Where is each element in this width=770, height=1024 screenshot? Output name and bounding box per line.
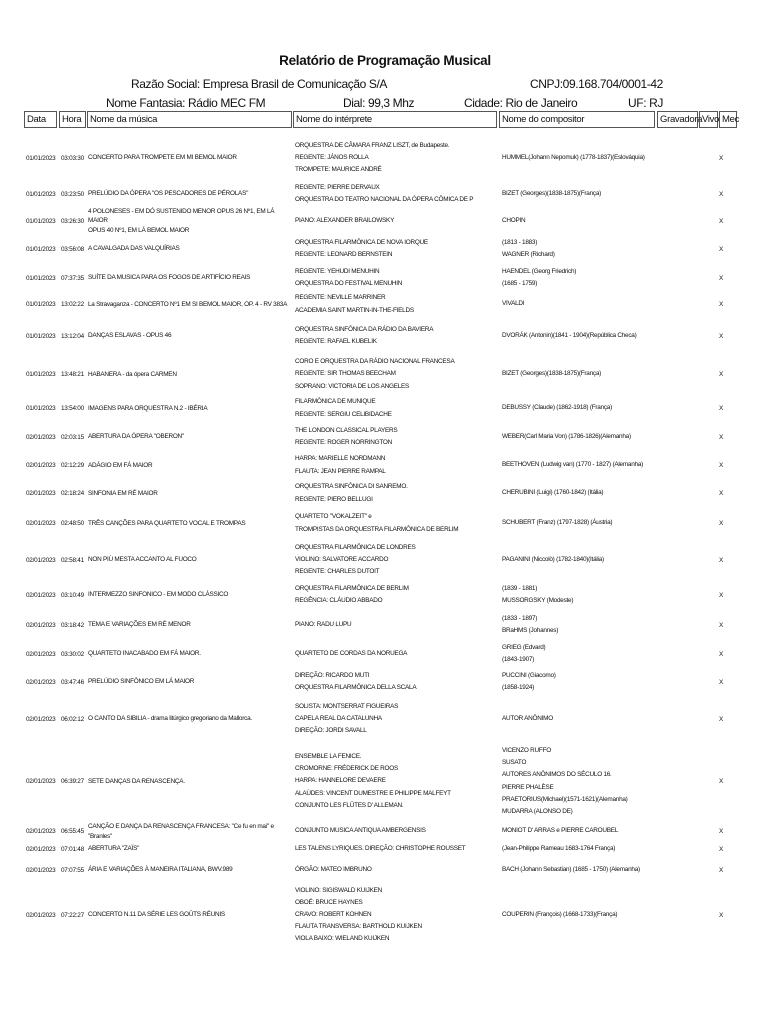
- cell-musica-line: PRELÚDIO SINFÔNICO EM LÁ MAIOR: [88, 678, 195, 686]
- cell-interprete: [295, 394, 500, 423]
- cidade: Cidade: Rio de Janeiro: [464, 96, 578, 110]
- table-row: [24, 507, 744, 540]
- cell-interprete: [295, 208, 500, 234]
- col-header-hora: Hora: [59, 111, 86, 128]
- cell-musica-line: ABERTURA DA ÓPERA "OBERON": [88, 433, 184, 441]
- cnpj: CNPJ:09.168.704/0001-42: [530, 77, 663, 91]
- cell-hora: 03:56:08: [61, 245, 84, 253]
- cell-hora: 02:03:15: [61, 433, 84, 441]
- cell-compositor-line: GRIEG (Edvard): [502, 643, 546, 651]
- dial: Dial: 99,3 Mhz: [343, 96, 415, 110]
- table-row: [24, 451, 744, 480]
- cell-compositor-line: MUDARRA (ALONSO DE): [502, 807, 573, 815]
- report-title: Relatório de Programação Musical: [279, 53, 491, 68]
- cell-interprete-line: FLAUTA TRANSVERSA: BARTHOLD KUIJKEN: [295, 923, 422, 931]
- cell-compositor-line: BRaHMS (Johannes): [502, 627, 559, 634]
- table-row: [24, 136, 744, 180]
- cell-compositor-line: HUMMEL(Johann Nepomuk) (1778-1837)(Eslováquia): [502, 153, 645, 161]
- cell-compositor-line: (1843-1907): [502, 656, 535, 663]
- cell-interprete-line: ALAÚDES: VINCENT DUMESTRE E PHILIPPE MALFEYT: [295, 789, 451, 797]
- cell-musica-line: A CAVALGADA DAS VALQUÍRIAS: [88, 245, 180, 253]
- cell-interprete: [295, 136, 500, 180]
- cell-interprete-line: ORQUESTRA DO TEATRO NACIONAL DA ÓPERA CÔMICA DE P: [295, 196, 474, 203]
- cell-date: 01/01/2023: [26, 301, 56, 308]
- cell-musica-line: HABANERA - da ópera CARMEN: [88, 370, 177, 378]
- cell-interprete-line: ACADEMIA SAINT MARTIN-IN-THE-FIELDS: [295, 306, 414, 314]
- cell-interprete-line: REGENTE: LEONARD BERNSTEIN: [295, 251, 393, 258]
- cell-interprete-line: THE LONDON CLASSICAL PLAYERS: [295, 426, 398, 434]
- column-headers: [24, 111, 740, 128]
- cell-date: 01/01/2023: [26, 274, 56, 282]
- cell-musica: [88, 317, 293, 355]
- cell-hora: 07:22:27: [61, 911, 84, 919]
- cell-interprete-line: FILARMÔNICA DE MUNIQUE: [295, 398, 376, 406]
- cell-musica: [88, 540, 293, 580]
- cell-interprete-line: REGENTE: JÁNOS ROLLA: [295, 153, 369, 161]
- cell-mec: X: [718, 591, 723, 599]
- cell-hora: 06:55:45: [61, 828, 84, 835]
- cell-interprete-line: REGENTE: SIR THOMAS BEECHAM: [295, 370, 396, 378]
- cell-compositor-line: SUSATO: [502, 759, 527, 767]
- cell-interprete-line: ORQUESTRA FILARMÔNICA DELLA SCALA: [295, 684, 417, 691]
- cell-interprete: [295, 317, 500, 355]
- cell-hora: 07:01:48: [61, 845, 84, 853]
- cell-date: 02/01/2023: [26, 828, 56, 835]
- cell-compositor-line: BIZET (Georges)(1838-1875)(França): [502, 189, 601, 197]
- table-row: [24, 640, 744, 668]
- cell-interprete-line: SOPRANO: VICTORIA DE LOS ANGELES: [295, 382, 410, 390]
- cell-interprete-line: HARPA: HANNELORE DEVAERE: [295, 777, 386, 785]
- col-header-vivo: Vivo: [699, 111, 718, 128]
- cell-musica-line: PRELÚDIO DA ÓPERA "OS PESCADORES DE PÉROLAS": [88, 190, 249, 198]
- cell-interprete-line: TROMPETE: MAURICE ANDRÉ: [295, 166, 382, 174]
- cell-mec: X: [718, 678, 723, 686]
- cell-hora: 06:02:12: [61, 715, 84, 723]
- cell-musica-line: ÁRIA E VARIAÇÕES À MANEIRA ITALIANA, BWV.989: [88, 866, 233, 874]
- cell-mec: X: [718, 217, 723, 225]
- table-row: [24, 394, 744, 423]
- cell-interprete-line: LES TALENS LYRIQUES. DIREÇÃO: CHRISTOPHE ROUSSET: [295, 844, 466, 852]
- cell-musica: [88, 423, 293, 451]
- cell-compositor-line: (Jean-Philippe Rameau 1683-1764 França): [502, 844, 616, 852]
- cell-mec: X: [718, 405, 723, 412]
- cell-mec: X: [718, 274, 723, 282]
- cell-musica-line: QUARTETO INACABADO EM FÁ MAIOR.: [88, 650, 201, 658]
- cell-musica-line: INTERMEZZO SINFONICO - EM MODO CLÁSSICO: [88, 591, 229, 599]
- cell-musica-line: CONCERTO N.11 DA SÉRIE LES GOÛTS RÉUNIS: [88, 911, 225, 919]
- cell-compositor-line: PRAETORIUS(Michael)(1571-1621)(Alemanha): [502, 795, 628, 803]
- cell-compositor: [502, 842, 662, 856]
- cell-interprete-line: ORQUESTRA FILARMÔNICA DE BERLIM: [295, 584, 409, 592]
- cell-compositor: [502, 821, 662, 842]
- cell-compositor-line: CHERUBINI (Luigi) (1760-1842) (Itália): [502, 489, 604, 497]
- cell-musica-line: CANÇÃO E DANÇA DA RENASCENÇA FRANCESA: "Ce fu en mai" e "Branles": [88, 823, 274, 840]
- cell-interprete-line: ORQUESTRA SINFÔNICA DI SANREMO.: [295, 483, 408, 491]
- cell-interprete-line: VIOLINO: SIGISWALD KUIJKEN: [295, 886, 383, 894]
- cell-musica: [88, 355, 293, 394]
- table-row: [24, 355, 744, 394]
- cell-compositor: [502, 451, 662, 480]
- cell-compositor-line: DEBUSSY (Claude) (1862-1918) (França): [502, 404, 612, 412]
- table-row: [24, 842, 744, 856]
- cell-interprete: [295, 696, 500, 742]
- cell-interprete-line: CONJUNTO LES FLÛTES D' ALLEMAN.: [295, 801, 404, 809]
- cell-date: 01/01/2023: [26, 217, 56, 225]
- cell-compositor-line: (1833 - 1897): [502, 614, 538, 622]
- cell-musica: [88, 507, 293, 540]
- cell-mec: X: [718, 866, 723, 874]
- cell-date: 02/01/2023: [26, 715, 56, 723]
- cell-mec: X: [718, 371, 723, 378]
- cell-musica: [88, 451, 293, 480]
- cell-compositor-line: PUCCINI (Giacomo): [502, 671, 556, 679]
- cell-compositor: [502, 423, 662, 451]
- cell-compositor: [502, 136, 662, 180]
- cell-musica: [88, 181, 293, 207]
- cell-musica-line: OPUS 40 Nº1, EM LÁ BEMOL MAIOR: [88, 226, 190, 234]
- cell-interprete-line: REGENTE: NEVILLE MARRINER: [295, 294, 386, 302]
- cell-compositor-line: (1685 - 1759): [502, 280, 538, 287]
- cell-interprete-line: TROMPISTAS DA ORQUESTRA FILARMÔNICA DE BERLIM: [295, 525, 459, 533]
- cell-musica-line: ADÁGIO EM FÁ MAIOR: [88, 461, 153, 469]
- cell-mec: X: [718, 520, 723, 527]
- cell-date: 02/01/2023: [26, 845, 56, 853]
- cell-mec: X: [718, 715, 723, 723]
- cell-musica: [88, 208, 293, 234]
- table-row: [24, 742, 744, 821]
- cell-musica-line: DANÇAS ESLAVAS - OPUS 46: [88, 332, 172, 340]
- col-header-interprete: Nome do intérprete: [293, 111, 497, 128]
- cell-compositor: [502, 480, 662, 507]
- cell-musica: [88, 668, 293, 696]
- cell-musica: [88, 394, 293, 423]
- cell-compositor-line: BEETHOVEN (Ludwig van) (1770 - 1827) (Alemanha): [502, 461, 643, 469]
- cell-mec: X: [718, 332, 723, 340]
- cell-compositor: [502, 540, 662, 580]
- cell-hora: 03:26:30: [61, 217, 84, 225]
- table-row: [24, 234, 744, 264]
- razao-social: Razão Social: Empresa Brasil de Comunicação S/A: [131, 77, 387, 91]
- cell-interprete-line: REGENTE: ROGER NORRINGTON: [295, 439, 392, 446]
- cell-interprete-line: ENSEMBLE LA FENICE.: [295, 753, 362, 761]
- cell-mec: X: [718, 911, 723, 919]
- cell-musica: [88, 856, 293, 884]
- cell-compositor: [502, 208, 662, 234]
- table-row: [24, 317, 744, 355]
- cell-date: 01/01/2023: [26, 190, 56, 198]
- cell-mec: X: [718, 845, 723, 853]
- cell-mec: X: [718, 154, 723, 162]
- cell-interprete-line: DIREÇÃO: JORDI SAVALL: [295, 727, 367, 735]
- cell-interprete-line: CROMORNE: FRÉDERICK DE ROOS: [295, 765, 398, 773]
- cell-compositor: [502, 317, 662, 355]
- table-row: [24, 884, 744, 946]
- cell-compositor: [502, 610, 662, 640]
- cell-interprete: [295, 884, 500, 946]
- cell-hora: 13:12:04: [61, 332, 84, 340]
- cell-interprete: [295, 856, 500, 884]
- cell-musica: [88, 742, 293, 821]
- cell-interprete-line: CORO E ORQUESTRA DA RÁDIO NACIONAL FRANCESA: [295, 358, 455, 366]
- cell-interprete: [295, 480, 500, 507]
- cell-mec: X: [718, 490, 723, 497]
- cell-interprete-line: PIANO: ALEXANDER BRAILOWSKY: [295, 216, 395, 224]
- col-header-gravadora: Gravadora: [657, 111, 698, 128]
- table-row: [24, 580, 744, 610]
- cell-hora: 02:58:41: [61, 556, 84, 564]
- cell-hora: 03:23:50: [61, 190, 84, 198]
- cell-compositor-line: WEBER(Carl Maria Von) (1786-1826)(Alemanha): [502, 432, 631, 440]
- cell-musica-line: TRÊS CANÇÕES PARA QUARTETO VOCAL E TROMPAS: [88, 519, 246, 527]
- cell-interprete-line: ORQUESTRA SINFÔNICA DA RÁDIO DA BAVIERA: [295, 325, 434, 333]
- cell-mec: X: [718, 433, 723, 441]
- cell-date: 02/01/2023: [26, 490, 56, 497]
- cell-hora: 13:02:22: [61, 301, 84, 308]
- cell-interprete: [295, 610, 500, 640]
- cell-compositor-line: PAGANINI (Niccolò) (1782-1840)(Itália): [502, 555, 604, 563]
- cell-musica: [88, 696, 293, 742]
- table-row: [24, 821, 744, 842]
- cell-musica: [88, 136, 293, 180]
- cell-hora: 06:39:27: [61, 778, 84, 785]
- cell-date: 01/01/2023: [26, 332, 56, 340]
- table-row: [24, 292, 744, 317]
- cell-mec: X: [718, 190, 723, 198]
- table-row: [24, 696, 744, 742]
- cell-interprete-line: DIREÇÃO: RICARDO MUTI: [295, 671, 370, 679]
- cell-date: 02/01/2023: [26, 678, 56, 686]
- cell-compositor: [502, 640, 662, 668]
- col-header-data: Data: [24, 111, 57, 128]
- table-row: [24, 540, 744, 580]
- cell-musica: [88, 884, 293, 946]
- cell-interprete-line: HARPA: MARIELLE NORDMANN: [295, 455, 386, 463]
- cell-date: 02/01/2023: [26, 621, 56, 629]
- table-row: [24, 208, 744, 234]
- cell-interprete-line: REGENTE: SERGIU CELIBIDACHE: [295, 410, 392, 418]
- cell-compositor: [502, 856, 662, 884]
- cell-compositor: [502, 181, 662, 207]
- cell-interprete: [295, 640, 500, 668]
- cell-compositor-line: WAGNER (Richard): [502, 251, 555, 258]
- col-header-musica: Nome da música: [87, 111, 292, 128]
- cell-mec: X: [718, 828, 723, 835]
- cell-compositor-line: (1858-1924): [502, 684, 535, 691]
- cell-compositor-line: (1839 - 1881): [502, 584, 538, 592]
- cell-compositor: [502, 292, 662, 317]
- cell-date: 02/01/2023: [26, 778, 56, 785]
- col-header-compositor: Nome do compositor: [499, 111, 655, 128]
- cell-musica: [88, 292, 293, 317]
- cell-compositor-line: COUPERIN (François) (1668-1733)(França): [502, 910, 618, 918]
- cell-compositor-line: DVORÁK (Antonin)(1841 - 1904)(República Checa): [502, 331, 637, 339]
- cell-mec: X: [718, 621, 723, 629]
- cell-musica-line: IMAGENS PARA ORQUESTRA N.2 - IBÉRIA: [88, 404, 208, 412]
- cell-musica-line: NON PIÙ MESTA ACCANTO AL FUOCO: [88, 556, 197, 564]
- cell-musica: [88, 580, 293, 610]
- table-row: [24, 181, 744, 207]
- cell-compositor: [502, 264, 662, 292]
- cell-compositor: [502, 394, 662, 423]
- cell-compositor-line: PIERRE PHALÈSE: [502, 783, 554, 791]
- cell-hora: 03:30:02: [61, 650, 84, 658]
- cell-compositor-line: MUSSORGSKY (Modeste): [502, 597, 574, 604]
- cell-date: 02/01/2023: [26, 520, 56, 527]
- cell-compositor: [502, 742, 662, 821]
- cell-compositor-line: AUTOR ANÔNIMO: [502, 714, 553, 722]
- cell-compositor: [502, 234, 662, 264]
- cell-hora: 07:07:55: [61, 866, 84, 874]
- cell-interprete: [295, 264, 500, 292]
- cell-musica-line: SETE DANÇAS DA RENASCENÇA.: [88, 777, 185, 785]
- cell-interprete-line: QUARTETO "VOKALZEIT" e: [295, 513, 372, 521]
- col-header-mec: Mec: [719, 111, 737, 128]
- cell-compositor-line: (1813 - 1883): [502, 238, 538, 246]
- nome-fantasia: Nome Fantasia: Rádio MEC FM: [106, 96, 266, 110]
- cell-date: 02/01/2023: [26, 650, 56, 658]
- cell-musica: [88, 610, 293, 640]
- cell-interprete-line: SOLISTA: MONTSERRAT FIGUEIRAS: [295, 702, 399, 710]
- cell-hora: 03:18:42: [61, 621, 84, 629]
- cell-hora: 03:10:49: [61, 591, 84, 599]
- cell-date: 01/01/2023: [26, 371, 56, 378]
- cell-interprete-line: ORQUESTRA FILARMÔNICA DE LONDRES: [295, 543, 416, 551]
- cell-mec: X: [718, 650, 723, 658]
- cell-interprete-line: ORQUESTRA DO FESTIVAL MENUHIN: [295, 280, 403, 287]
- cell-interprete: [295, 580, 500, 610]
- cell-date: 02/01/2023: [26, 591, 56, 599]
- cell-interprete: [295, 234, 500, 264]
- cell-interprete-line: ORQUESTRA FILARMÔNICA DE NOVA IORQUE: [295, 238, 428, 246]
- cell-compositor-line: CHOPIN: [502, 216, 526, 224]
- cell-compositor-line: BIZET (Georges)(1838-1875)(França): [502, 370, 601, 378]
- cell-date: 02/01/2023: [26, 462, 56, 469]
- cell-hora: 07:37:35: [61, 274, 84, 282]
- cell-compositor-line: SCHUBERT (Franz) (1797-1828) (Áustria): [502, 519, 613, 527]
- cell-musica-line: CONCERTO PARA TROMPETE EM MI BEMOL MAIOR: [88, 154, 237, 162]
- cell-interprete: [295, 842, 500, 856]
- cell-interprete: [295, 540, 500, 580]
- cell-interprete-line: VIOLINO: SALVATORE ACCARDO: [295, 555, 389, 563]
- cell-hora: 13:54:00: [61, 405, 84, 412]
- uf: UF: RJ: [628, 96, 663, 110]
- cell-musica: [88, 234, 293, 264]
- cell-interprete: [295, 507, 500, 540]
- cell-compositor-line: HAENDEL (Georg Friedrich): [502, 267, 577, 275]
- cell-date: 01/01/2023: [26, 245, 56, 253]
- cell-date: 02/01/2023: [26, 911, 56, 919]
- cell-musica-line: SUÍTE DA MUSICA PARA OS FOGOS DE ARTIFÍCIO REAIS: [88, 274, 251, 282]
- cell-musica: [88, 640, 293, 668]
- cell-interprete-line: VIOLA BAIXO: WIELAND KUIJKEN: [295, 935, 390, 943]
- cell-interprete-line: CONJUNTO MUSICA ANTIQUA AMBERGENSIS: [295, 827, 426, 835]
- cell-musica-line: O CANTO DA SIBILIA - drama litúrgico gregoriano da Mallorca.: [88, 715, 252, 723]
- cell-interprete-line: REGENTE: CHARLES DUTOIT: [295, 568, 380, 576]
- cell-interprete-line: ÓRGÃO: MATEO IMBRUNO: [295, 865, 372, 873]
- cell-compositor-line: BACH (Johann Sebastian) (1685 - 1750) (Alemanha): [502, 865, 640, 873]
- cell-musica: [88, 480, 293, 507]
- cell-interprete: [295, 451, 500, 480]
- cell-date: 01/01/2023: [26, 405, 56, 412]
- cell-compositor-line: VIVALDI: [502, 300, 525, 308]
- cell-hora: 02:12:29: [61, 462, 84, 469]
- cell-interprete-line: ORQUESTRA DE CÂMARA FRANZ LISZT, de Budapeste.: [295, 141, 450, 149]
- cell-interprete: [295, 181, 500, 207]
- cell-interprete-line: REGÊNCIA: CLÁUDIO ABBADO: [295, 597, 383, 604]
- cell-interprete-line: REGENTE: PIERO BELLUGI: [295, 495, 373, 503]
- cell-compositor: [502, 668, 662, 696]
- cell-compositor-line: MONIOT D' ARRAS e PIERRE CAROUBEL: [502, 827, 619, 835]
- cell-date: 02/01/2023: [26, 433, 56, 441]
- table-row: [24, 856, 744, 884]
- cell-interprete-line: PIANO: RADU LUPU: [295, 620, 352, 628]
- cell-interprete-line: FLAUTA: JEAN PIERRE RAMPAL: [295, 467, 386, 475]
- table-row: [24, 423, 744, 451]
- table-row: [24, 610, 744, 640]
- cell-date: 02/01/2023: [26, 556, 56, 564]
- cell-interprete-line: CRAVO: ROBERT KOHNEN: [295, 910, 372, 918]
- cell-hora: 02:18:24: [61, 490, 84, 497]
- cell-mec: X: [718, 556, 723, 564]
- cell-mec: X: [718, 301, 723, 308]
- cell-interprete: [295, 355, 500, 394]
- cell-musica-line: ABERTURA "ZAÏS": [88, 845, 140, 853]
- cell-interprete-line: REGENTE: PIERRE DERVAUX: [295, 183, 380, 191]
- cell-hora: 13:48:21: [61, 371, 84, 378]
- cell-interprete-line: OBOÉ: BRUCE HAYNES: [295, 898, 363, 906]
- cell-interprete-line: REGENTE: RAFAEL KUBELIK: [295, 338, 377, 345]
- cell-interprete: [295, 821, 500, 842]
- cell-date: 02/01/2023: [26, 866, 56, 874]
- cell-musica-line: 4 POLONESES - EM DÓ SUSTENIDO MENOR OPUS 26 Nº1, EM LÁ MAIOR: [88, 208, 275, 225]
- cell-compositor-line: AUTORES ANÔNIMOS DO SÉCULO 16.: [502, 771, 612, 779]
- cell-hora: 02:48:50: [61, 520, 84, 527]
- cell-interprete: [295, 668, 500, 696]
- cell-interprete-line: CAPELA REAL DA CATALUNHA: [295, 714, 382, 722]
- cell-hora: 03:47:46: [61, 678, 84, 686]
- cell-musica-line: La Stravaganza - CONCERTO Nº1 EM SI BEMOL MAIOR, OP. 4 - RV 383A: [88, 300, 288, 308]
- cell-interprete: [295, 742, 500, 821]
- cell-compositor: [502, 507, 662, 540]
- cell-musica: [88, 842, 293, 856]
- table-row: [24, 668, 744, 696]
- cell-interprete-line: REGENTE: YEHUDI MENUHIN: [295, 267, 380, 275]
- cell-date: 01/01/2023: [26, 154, 56, 162]
- cell-compositor-line: VICENZO RUFFO: [502, 746, 551, 754]
- cell-musica-line: TEMA E VARIAÇÕES EM RÉ MENOR: [88, 621, 191, 629]
- cell-hora: 03:03:30: [61, 154, 84, 162]
- cell-musica-line: SINFONIA EM RÉ MAIOR: [88, 489, 158, 497]
- table-row: [24, 264, 744, 292]
- cell-mec: X: [718, 245, 723, 253]
- cell-compositor: [502, 696, 662, 742]
- cell-interprete-line: QUARTETO DE CORDAS DA NORUEGA: [295, 649, 408, 657]
- cell-musica: [88, 264, 293, 292]
- cell-mec: X: [718, 778, 723, 785]
- cell-interprete: [295, 423, 500, 451]
- cell-interprete: [295, 292, 500, 317]
- table-row: [24, 480, 744, 507]
- cell-mec: X: [718, 462, 723, 469]
- cell-compositor: [502, 355, 662, 394]
- cell-compositor: [502, 580, 662, 610]
- cell-compositor: [502, 884, 662, 946]
- cell-musica: [88, 821, 293, 842]
